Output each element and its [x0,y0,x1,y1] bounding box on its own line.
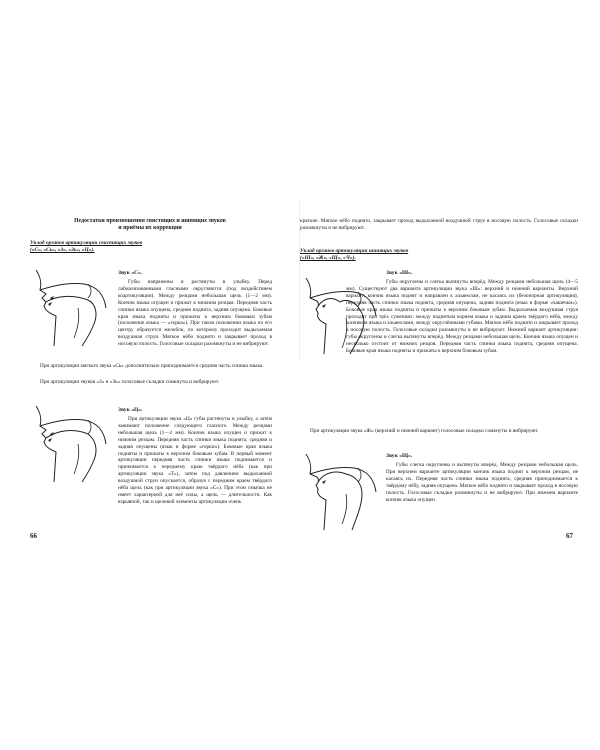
sound-ts-description-top [118,416,272,528]
sound-shch-title: Звук «Щ». [386,453,413,459]
continued-text: краткие. Мягкое нёбо поднято, закрывает проход выдыхаемой воздушной струе в носовую полость. Голосовые складки разомкнуты и не вибрируют. [300,218,578,231]
sound-s-title: Звук «С». [118,270,143,276]
sound-zh-paragraph: При артикуляции звука «Ж» (верхний и нижний вариант) голосовые складки сомкнуты и вибрируют. [310,428,539,434]
articulation-figure-s [32,268,114,348]
chapter-heading-line2: и приёмы их коррекции [118,225,182,231]
sound-ts-paragraph: При артикуляции звука «Ц» губы растянуты в улыбку, а затем занимают положение следующего гласного. Между резцами небольшая щель (1—2 мм). Кончик языка опущен и прижат к нижним резцам. Передняя часть спинки языка поднята, средняя и задняя опущены (язык в форме «горки»). Боковые края языка подняты и прижаты к верхним боковым зубам. В первый момент артикуляции передняя часть спинки языка поднимается и прижимается к переднему краю твёрдого нёба (как при артикуляции звука «Т»), затем под давлением выдыхаемой воздушной струи опускается, образуя с передним краем твёрдого нёба щель (как при артикуляции звука «С»). При этом смычка не имеет характерной для неё силы, а щель — длительности. Как взрывной, так и щелевой элементы артикуляции очень [118,416,272,505]
whistling-subhead-line2: («С», «Сь», «З», «Зь», «Ц»). [30,247,95,253]
page-number-right: 67 [566,532,573,540]
sound-shch-paragraph: Губы слегка округлены и вытянуты вперёд. Между резцами небольшая щель. При верхнем варианте артикуляции кончик языка поднят к верхним резцам, не касаясь их. Передняя часть спинки языка поднята, средняя приподнимается к твёрдому нёбу, задняя опущена. Мягкое нёбо поднято и закрывает проход в носовую полость. Голосовые складки разомкнуты и не вибрируют. При нижнем варианте кончик языка опущен [386,462,578,503]
page-number-left: 66 [30,532,37,540]
hissing-sounds-subhead [300,248,578,262]
sound-s-description [118,279,272,348]
sound-sh-title: Звук «Ш». [386,270,413,276]
chapter-heading-line1: Недостатки произношения свистящих и шипящих звуков [74,218,226,224]
whistling-subhead-line1: Уклад органов артикуляции свистящих звуков [30,240,143,246]
articulation-figure-shch [302,452,384,532]
sound-s-paragraph: Губы напряжены и растянуты в улыбку. Перед лабиализованными гласными округляются (под воздействием коартикуляции). Между резцами небольшая щель (1—2 мм). Кончик языка опущен и прижат к нижним резцам. Передняя часть спинки языка опущена, средняя поднята, задняя опущена. Боковые края языка подняты и прижаты к верхним боковым зубам (положение языка — «горка»). При таком положении языка по его центру образуется желобок, по которому проходит выдыхаемая воздушная струя. Мягкое нёбо поднято и закрывает проход в носовую полость. Голосовые складки разомкнуты и не вибрируют. [118,279,272,348]
sound-s-soft-paragraph: При артикуляции мягкого звука «Сь» дополнительно приподнимается средняя часть спинки языка. [40,363,264,369]
hissing-subhead-line2: («Ш», «Ж», «Щ», «Ч»). [300,255,356,261]
articulation-figure-ts [32,404,114,484]
sound-zh-voiced-note [300,428,578,435]
hissing-subhead-line1: Уклад органов артикуляции шипящих звуков [300,248,409,254]
sound-z-voiced-note [30,379,272,386]
continued-paragraph [300,218,578,232]
sound-shch-description [386,462,578,530]
sound-z-paragraph: При артикуляции звуков «З» и «Зь» голосовые складки сомкнуты и вибрируют. [40,379,220,385]
sound-s-soft-note [30,363,272,370]
whistling-sounds-subhead [30,240,270,254]
sound-sh-description [346,279,578,355]
chapter-heading [30,218,270,232]
sound-ts-title: Звук «Ц». [118,407,143,413]
sound-sh-paragraph: Губы округлены и слегка вытянуты вперёд. Между резцами небольшая щель (4—5 мм). Существуют два варианта артикуляции звука «Ш»: верхний и нижний варианты. Верхний вариант: кончик языка поднят и направлен к альвеолам, не касаясь их (безопорная артикуляция), передняя часть спинки языка поднята, средняя опущена, задняя поднята (язык в форме «чашечки»). Боковые края языка подняты и прижаты к верхним боковым зубам. Выдыхаемая воздушная струя проходит при трёх сужениях: между поднятым корнем языка и задним краем твёрдого нёба, между кончиком языка и альвеолами, между округлёнными губами. Мягкое нёбо поднято и закрывает проход в носовую полость. Голосовые складки разомкнуты и не вибрируют. Нижний вариант артикуляции: губы округлены и слегка вытянуты вперёд. Между резцами небольшая щель. Кончик языка опущен и несколько отстоит от нижних резцов. Передняя часть спинки языка поднята, средняя опущена. Боковые края языка подняты и прижаты к верхним боковым зубам. [346,279,578,355]
right-page [300,0,600,750]
